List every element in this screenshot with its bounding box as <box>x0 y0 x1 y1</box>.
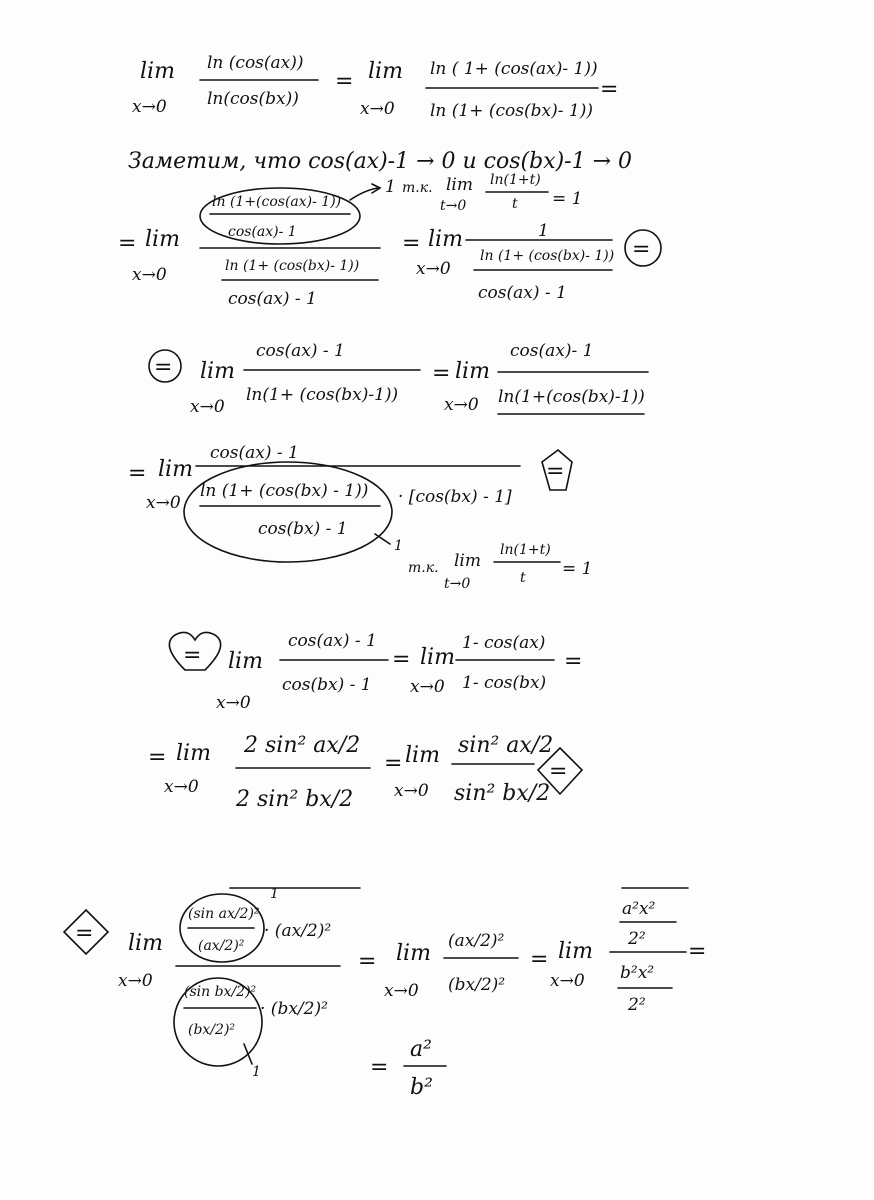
lim-word: lim <box>405 743 440 768</box>
fraction-denominator: ln(1+(cos(bx)-1)) <box>498 387 645 407</box>
fraction-denominator: sin² bx/2 <box>454 781 551 806</box>
note-text: Заметим, что cos(ax)-1 → 0 и cos(bx)-1 → 0 <box>128 149 633 174</box>
equals-sign: = <box>335 69 354 94</box>
nested-numerator: ln (1+ (cos(bx)- 1)) <box>480 248 615 264</box>
lim-subscript: x→0 <box>216 693 251 713</box>
lim-subscript: x→0 <box>410 677 445 697</box>
equals-sign: = <box>128 461 147 486</box>
lim-word: lim <box>454 551 481 571</box>
limit-value: 1 <box>394 538 403 554</box>
lim-word: lim <box>140 59 175 84</box>
note-line <box>128 149 632 174</box>
since-abbrev: т.к. <box>408 560 439 576</box>
expression-line-7 <box>64 886 706 1080</box>
fraction-numerator: cos(ax) - 1 <box>210 443 299 463</box>
equals-sign: = <box>183 643 202 668</box>
result-denominator: b² <box>410 1075 433 1100</box>
since-abbrev: т.к. <box>402 180 433 196</box>
lim-word: lim <box>446 175 473 195</box>
lim-subscript: x→0 <box>146 493 181 513</box>
limit-value: 1 <box>252 1064 261 1080</box>
fraction-numerator: cos(ax)- 1 <box>510 341 594 361</box>
fraction-denominator: ln(cos(bx)) <box>207 89 299 109</box>
arrow <box>375 534 390 544</box>
lim-word: lim <box>368 59 403 84</box>
denominator-factor: · (bx/2)² <box>260 999 328 1019</box>
lim-subscript: x→0 <box>118 971 153 991</box>
lim-word: lim <box>145 227 180 252</box>
expression-line-5 <box>169 631 582 713</box>
fraction-denominator: ln (1+ (cos(bx)- 1)) <box>430 101 593 121</box>
lim-subscript: x→0 <box>444 395 479 415</box>
result-numerator: a² <box>410 1037 432 1062</box>
lim-word: lim <box>158 457 193 482</box>
equals-sign: = <box>384 751 403 776</box>
fraction-denominator: t <box>520 570 526 586</box>
fraction-numerator: 1 <box>538 221 549 241</box>
lim-word: lim <box>396 941 431 966</box>
lim-subscript: x→0 <box>550 971 585 991</box>
equals-sign: = <box>530 947 549 972</box>
nested-numerator: (sin bx/2)² <box>184 984 257 1000</box>
equals-sign: = <box>688 939 707 964</box>
fraction-numerator: (ax/2)² <box>448 931 505 951</box>
fraction-numerator: ln(1+t) <box>490 172 541 188</box>
lim-word: lim <box>200 359 235 384</box>
fraction-numerator: sin² ax/2 <box>458 733 554 758</box>
equals-one: = 1 <box>552 189 583 209</box>
lim-subscript: t→0 <box>440 198 467 214</box>
nested-numerator: a²x² <box>622 899 656 919</box>
lim-word: lim <box>228 649 263 674</box>
equals-sign: = <box>154 355 173 380</box>
equals-sign: = <box>402 231 421 256</box>
expression-line-4 <box>128 443 592 592</box>
lim-subscript: x→0 <box>190 397 225 417</box>
expression-line-3 <box>149 341 648 417</box>
equals-sign: = <box>118 231 137 256</box>
nested-numerator: (sin ax/2)² <box>188 906 260 922</box>
nested-denominator: 2² <box>628 929 646 949</box>
lim-subscript: x→0 <box>394 781 429 801</box>
expression-line-6 <box>148 733 582 812</box>
equals-one: = 1 <box>562 559 593 579</box>
lim-subscript: x→0 <box>132 97 167 117</box>
fraction-numerator: ln (cos(ax)) <box>207 53 304 73</box>
equals-sign: = <box>564 649 583 674</box>
expression-line-2 <box>118 172 661 309</box>
expression-line-1 <box>132 53 618 121</box>
lim-word: lim <box>420 645 455 670</box>
inner-numerator: ln (1+ (cos(bx) - 1)) <box>200 481 369 501</box>
fraction-denominator: (bx/2)² <box>448 975 506 995</box>
final-result <box>370 1037 446 1100</box>
fraction-numerator: cos(ax) - 1 <box>256 341 345 361</box>
equals-sign: = <box>600 77 619 102</box>
lim-subscript: x→0 <box>360 99 395 119</box>
fraction-denominator: 1- cos(bx) <box>462 673 547 693</box>
lim-subscript: t→0 <box>444 576 471 592</box>
circled-subexpression <box>184 462 392 562</box>
fraction-denominator: t <box>512 196 518 212</box>
fraction-numerator: cos(ax) - 1 <box>288 631 377 651</box>
arrow <box>350 188 378 200</box>
limit-value: 1 <box>270 886 279 902</box>
equals-sign: = <box>549 759 568 784</box>
multiplier: · [cos(bx) - 1] <box>398 487 512 507</box>
inner-numerator: ln (1+(cos(ax)- 1)) <box>212 194 342 210</box>
lim-word: lim <box>176 741 211 766</box>
lim-word: lim <box>455 359 490 384</box>
denominator-numerator: ln (1+ (cos(bx)- 1)) <box>225 258 360 274</box>
fraction-numerator: 2 sin² ax/2 <box>244 733 361 758</box>
nested-denominator: (bx/2)² <box>188 1022 236 1038</box>
equals-sign: = <box>432 361 451 386</box>
lim-word: lim <box>558 939 593 964</box>
equals-sign: = <box>75 921 94 946</box>
fraction-numerator: ln ( 1+ (cos(ax)- 1)) <box>430 59 598 79</box>
nested-denominator: cos(ax) - 1 <box>478 283 567 303</box>
equals-sign: = <box>358 949 377 974</box>
fraction-numerator: ln(1+t) <box>500 542 551 558</box>
equals-sign: = <box>148 745 167 770</box>
inner-denominator: cos(bx) - 1 <box>258 519 348 539</box>
lim-word: lim <box>128 931 163 956</box>
arrow <box>244 1044 252 1064</box>
nested-denominator: (ax/2)² <box>198 938 245 954</box>
denominator-denominator: cos(ax) - 1 <box>228 289 317 309</box>
equals-sign: = <box>632 237 651 262</box>
equals-sign: = <box>392 647 411 672</box>
fraction-denominator: 2 sin² bx/2 <box>236 787 354 812</box>
lim-subscript: x→0 <box>132 265 167 285</box>
lim-subscript: x→0 <box>416 259 451 279</box>
equals-sign: = <box>370 1055 389 1080</box>
fraction-numerator: 1- cos(ax) <box>462 633 546 653</box>
fraction-denominator: cos(bx) - 1 <box>282 675 372 695</box>
lim-word: lim <box>428 227 463 252</box>
lim-subscript: x→0 <box>384 981 419 1001</box>
lim-subscript: x→0 <box>164 777 199 797</box>
fraction-denominator: ln(1+ (cos(bx)-1)) <box>246 385 399 405</box>
limit-value: 1 <box>385 177 396 197</box>
numerator-factor: · (ax/2)² <box>264 921 332 941</box>
equals-sign: = <box>546 459 565 484</box>
nested-numerator: b²x² <box>620 963 655 983</box>
inner-denominator: cos(ax)- 1 <box>228 224 297 240</box>
nested-denominator: 2² <box>628 995 646 1015</box>
